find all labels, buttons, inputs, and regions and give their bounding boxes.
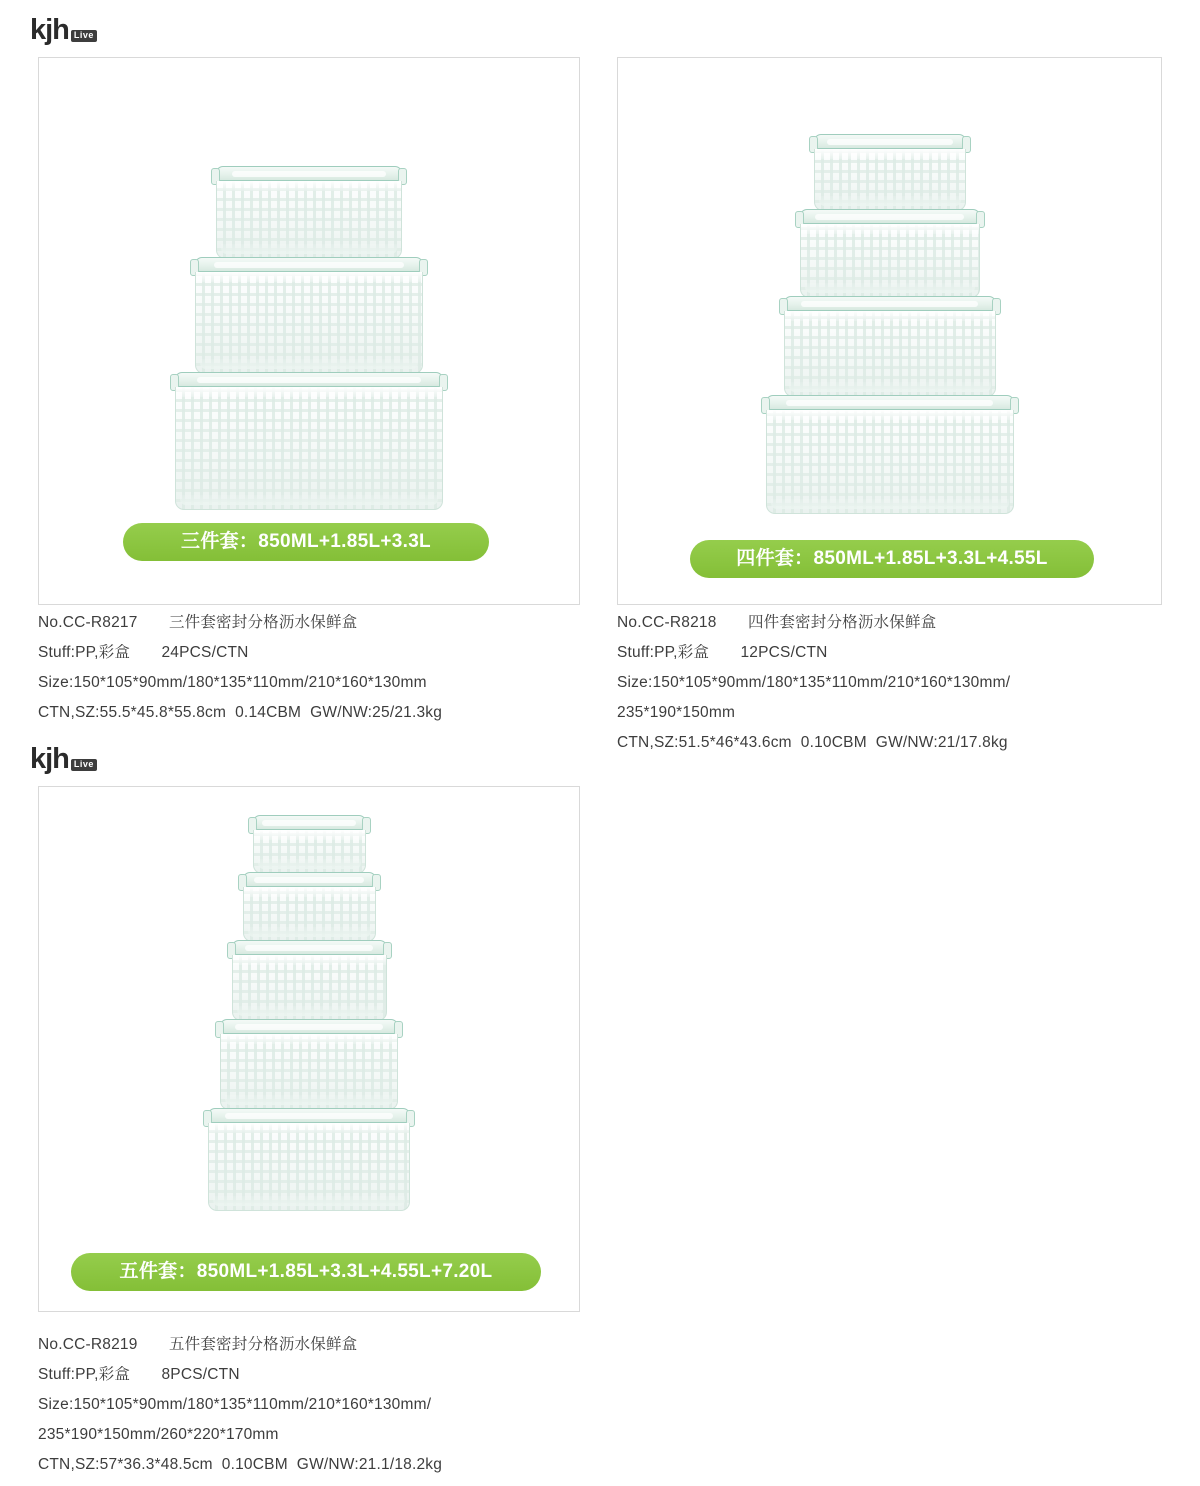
product-image-card-cc-r8218: [617, 57, 1162, 605]
container-box: [243, 872, 376, 942]
product-spec-cc-r8218: [617, 608, 1177, 758]
product-stack-4pcs: [618, 136, 1161, 514]
product-stack-5pcs: [39, 817, 579, 1211]
container-lid: [253, 815, 366, 830]
product-stack-3pcs: [39, 168, 579, 510]
container-body: [253, 830, 366, 874]
container-box: [766, 395, 1014, 514]
container-box: [216, 166, 402, 259]
container-body: [208, 1123, 410, 1211]
spec-line-stuff: Stuff:PP,彩盒 8PCS/CTN: [38, 1366, 240, 1383]
container-lid: [195, 257, 423, 272]
container-box: [195, 257, 423, 374]
spec-line-stuff: Stuff:PP,彩盒 24PCS/CTN: [38, 644, 249, 661]
container-body: [800, 224, 980, 298]
product-spec-cc-r8219: [38, 1330, 598, 1480]
spec-line-model: No.CC-R8219 五件套密封分格沥水保鲜盒: [38, 1336, 358, 1353]
container-box: [800, 209, 980, 298]
container-box: [175, 372, 443, 510]
container-body: [220, 1034, 398, 1110]
product-capacity-badge-cc-r8218: 四件套：850ML+1.85L+3.3L+4.55L: [690, 540, 1094, 578]
container-body: [243, 887, 376, 942]
product-image-card-cc-r8219: [38, 786, 580, 1312]
brand-logo-badge: Live: [71, 759, 97, 771]
container-box: [253, 815, 366, 874]
brand-logo-text: kjh: [30, 743, 69, 775]
brand-logo-text: kjh: [30, 14, 69, 46]
container-body: [232, 955, 387, 1021]
product-capacity-badge-cc-r8219: 五件套：850ML+1.85L+3.3L+4.55L+7.20L: [71, 1253, 541, 1291]
product-image-card-cc-r8217: [38, 57, 580, 605]
spec-line-size-cont: 235*190*150mm/260*220*170mm: [38, 1426, 279, 1443]
container-lid: [175, 372, 443, 387]
spec-line-size: Size:150*105*90mm/180*135*110mm/210*160*130mm/: [617, 674, 1011, 691]
container-lid: [220, 1019, 398, 1034]
container-lid: [800, 209, 980, 224]
spec-line-stuff: Stuff:PP,彩盒 12PCS/CTN: [617, 644, 828, 661]
container-box: [814, 134, 966, 211]
container-body: [766, 410, 1014, 514]
container-lid: [232, 940, 387, 955]
container-box: [784, 296, 996, 397]
product-capacity-badge-cc-r8217: 三件套：850ML+1.85L+3.3L: [123, 523, 489, 561]
container-body: [814, 149, 966, 211]
container-body: [195, 272, 423, 374]
spec-line-carton: CTN,SZ:51.5*46*43.6cm 0.10CBM GW/NW:21/17.8kg: [617, 734, 1008, 751]
spec-line-size: Size:150*105*90mm/180*135*110mm/210*160*130mm/: [38, 1396, 432, 1413]
container-body: [784, 311, 996, 397]
container-lid: [784, 296, 996, 311]
brand-logo-badge: Live: [71, 30, 97, 42]
spec-line-model: No.CC-R8217 三件套密封分格沥水保鲜盒: [38, 614, 358, 631]
container-lid: [243, 872, 376, 887]
container-lid: [814, 134, 966, 149]
container-box: [220, 1019, 398, 1110]
container-body: [216, 181, 402, 259]
brand-logo-bottom: [30, 745, 97, 774]
product-spec-cc-r8217: [38, 608, 598, 728]
spec-line-size-cont: 235*190*150mm: [617, 704, 736, 721]
container-lid: [216, 166, 402, 181]
brand-logo-top: [30, 16, 97, 45]
spec-line-size: Size:150*105*90mm/180*135*110mm/210*160*130mm: [38, 674, 427, 691]
container-box: [232, 940, 387, 1021]
spec-line-model: No.CC-R8218 四件套密封分格沥水保鲜盒: [617, 614, 937, 631]
container-lid: [208, 1108, 410, 1123]
spec-line-carton: CTN,SZ:55.5*45.8*55.8cm 0.14CBM GW/NW:25/21.3kg: [38, 704, 443, 721]
container-box: [208, 1108, 410, 1211]
container-body: [175, 387, 443, 510]
container-lid: [766, 395, 1014, 410]
spec-line-carton: CTN,SZ:57*36.3*48.5cm 0.10CBM GW/NW:21.1/18.2kg: [38, 1456, 443, 1473]
